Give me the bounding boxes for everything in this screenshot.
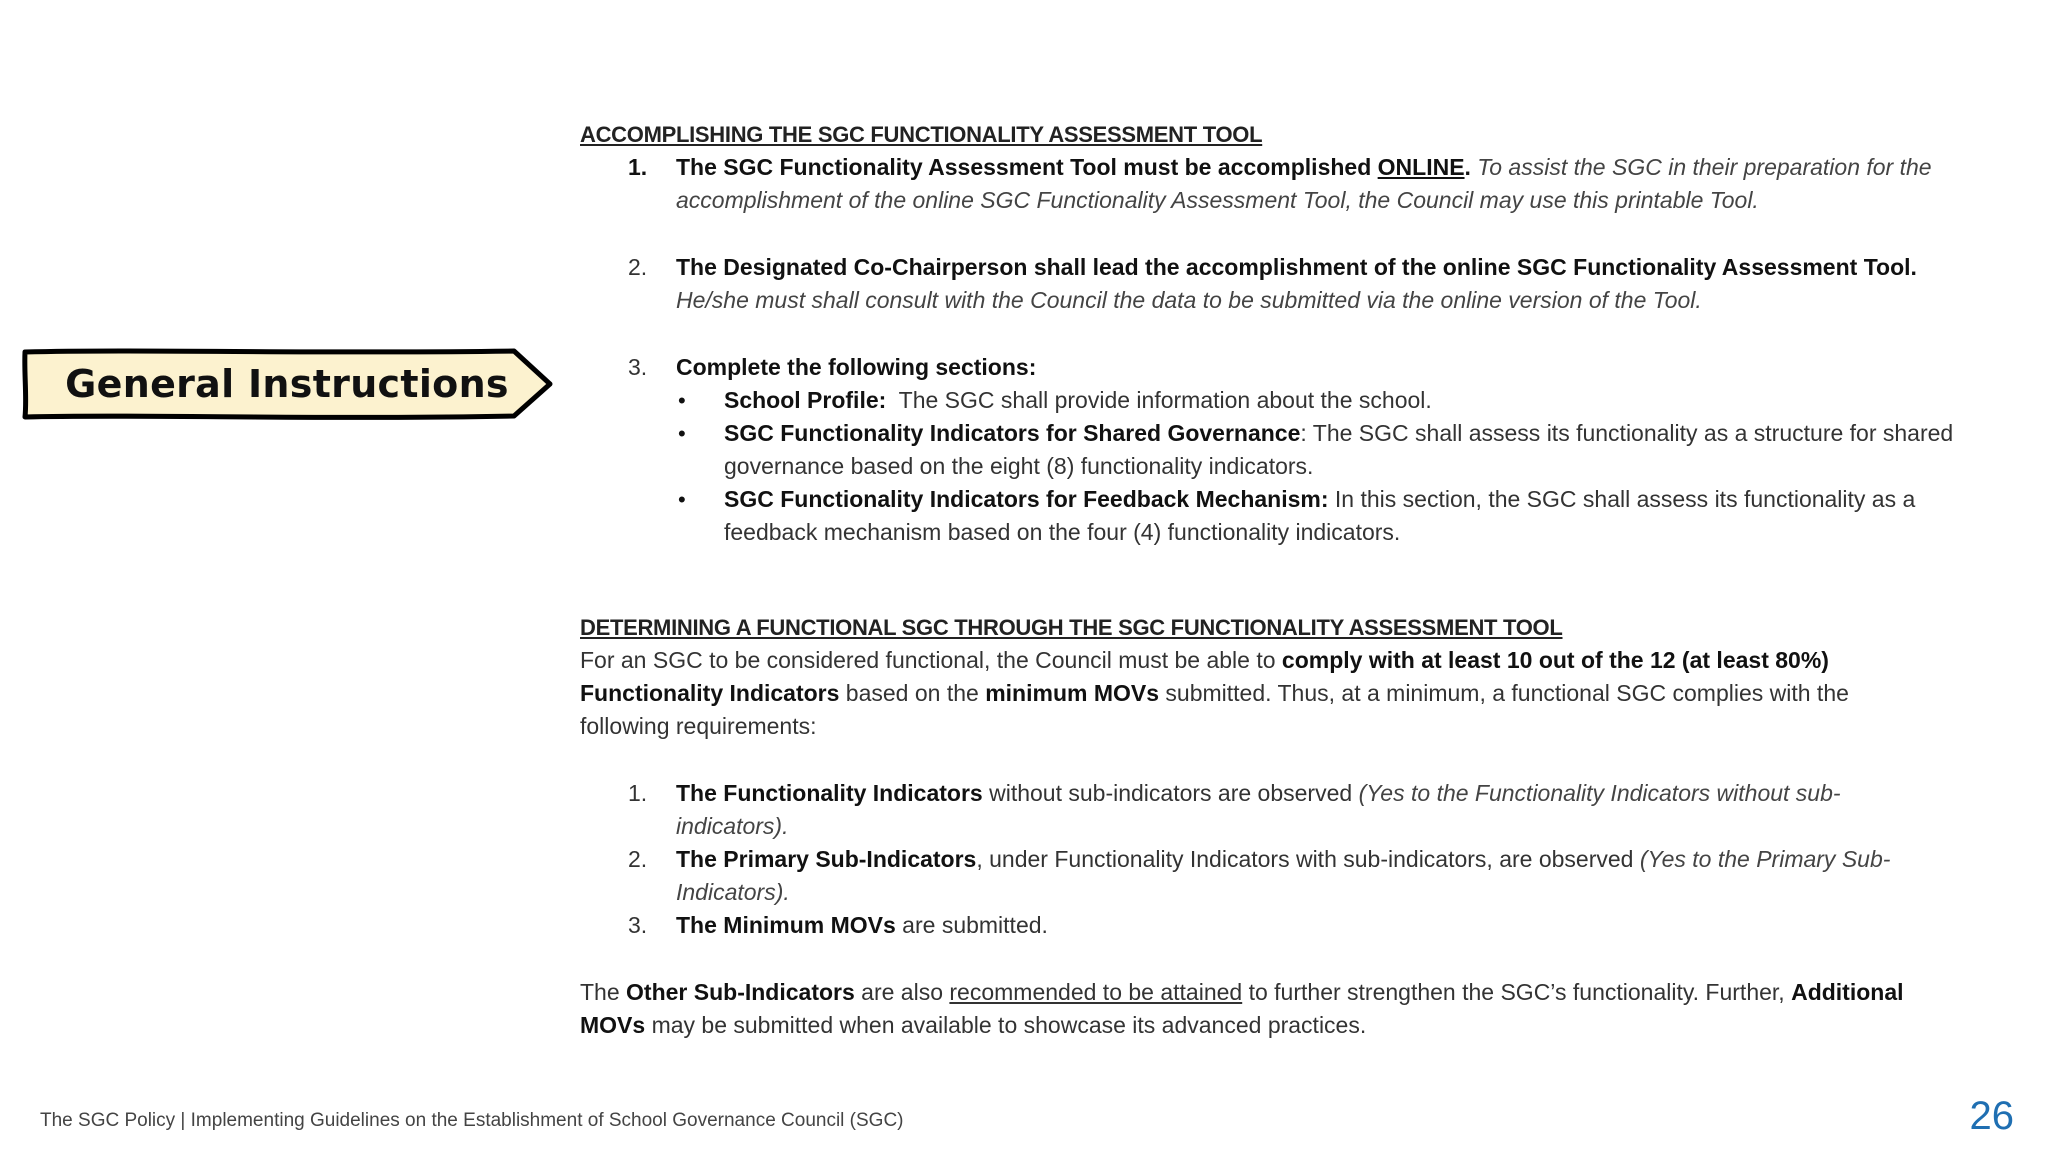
item-number: 2. [628, 254, 648, 280]
section2-intro: For an SGC to be considered functional, the Council must be able to comply with at least 10 out of the 12 (at least 80%) Functionality Indicators based on the minimum MOVs submitted. Thus, at a minimum, a functional SGC complies with the following requirements: [580, 647, 1849, 739]
bullet-icon: • [678, 487, 686, 512]
banner-label: General Instructions [65, 362, 509, 406]
section-banner [22, 348, 554, 420]
item-number: 1. [628, 154, 648, 180]
section2-closing: The Other Sub-Indicators are also recommended to be attained to further strengthen the SGC’s functionality. Further, Additional MOVs may be submitted when available to showcase its advanced practices. [580, 979, 1904, 1038]
bullet-school-profile: • School Profile: The SGC shall provide information about the school. [580, 384, 2000, 417]
bullet-icon: • [678, 388, 686, 413]
page-number: 26 [1969, 1094, 2014, 1138]
bullet-feedback-mechanism: • SGC Functionality Indicators for Feedback Mechanism: In this section, the SGC shall assess its functionality as a feedback mechanism based on the four (4) functionality indicators. [580, 483, 2000, 549]
instruction-item-2: 2. The Designated Co-Chairperson shall lead the accomplishment of the online SGC Functionality Assessment Tool. He/she must shall consult with the Council the data to be submitted via the online version of the Tool. [580, 251, 2000, 317]
section1-heading: ACCOMPLISHING THE SGC FUNCTIONALITY ASSESSMENT TOOL [580, 122, 1263, 147]
requirement-item-1: 1. The Functionality Indicators without sub-indicators are observed (Yes to the Functionality Indicators without sub- indicators). [580, 777, 2000, 843]
item-number: 2. [628, 846, 648, 872]
requirement-item-3: 3. The Minimum MOVs are submitted. [580, 909, 2000, 942]
online-emphasis: ONLINE [1377, 154, 1465, 180]
item-number: 3. [628, 912, 648, 938]
item-number: 1. [628, 780, 648, 806]
document-body [580, 118, 2000, 1042]
bullet-icon: • [678, 421, 686, 446]
section2-heading: DETERMINING A FUNCTIONAL SGC THROUGH THE SGC FUNCTIONALITY ASSESSMENT TOOL [580, 615, 1563, 640]
requirement-item-2: 2. The Primary Sub-Indicators, under Functionality Indicators with sub-indicators, are observed (Yes to the Primary Sub- Indicators). [580, 843, 2000, 909]
footer-text: The SGC Policy | Implementing Guidelines on the Establishment of School Governance Council (SGC) [40, 1110, 904, 1131]
instruction-item-1: 1. The SGC Functionality Assessment Tool must be accomplished ONLINE. To assist the SGC in their preparation for the accomplishment of the online SGC Functionality Assessment Tool, the Council may use this printable Tool. [580, 151, 2000, 217]
bullet-shared-governance: • SGC Functionality Indicators for Shared Governance: The SGC shall assess its functionality as a structure for shared governance based on the eight (8) functionality indicators. [580, 417, 2000, 483]
item-number: 3. [628, 354, 648, 380]
instruction-item-3: 3. Complete the following sections: [580, 351, 2000, 384]
